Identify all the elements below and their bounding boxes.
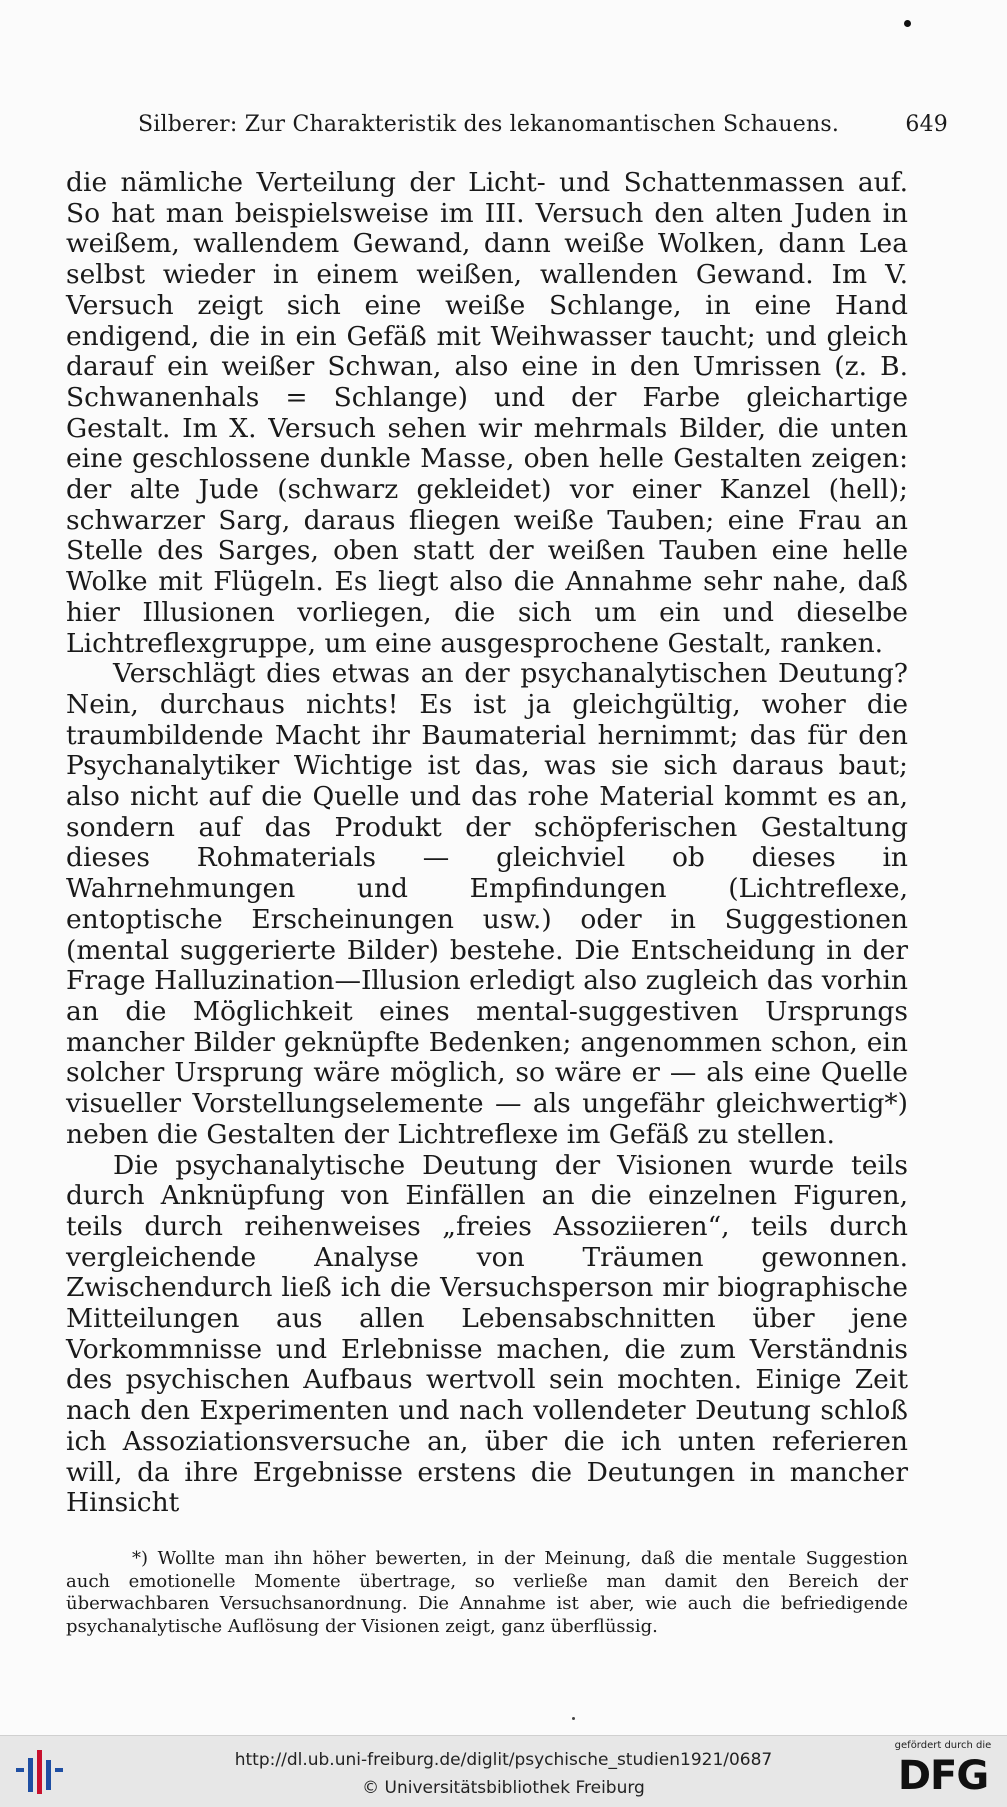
permalink[interactable]: http://dl.ub.uni-freiburg.de/diglit/psychische_studien1921/0687: [234, 1750, 773, 1770]
body-text: [66, 168, 908, 1519]
paragraph-2: Verschlägt dies etwas an der psychanalytischen Deutung? Nein, durchaus nichts! Es ist ja gleichgültig, woher die traumbildende Macht ihr Baumaterial hernimmt; das für den Psychanalytiker Wichtige ist das, was sie sich daraus baut; also nicht auf die Quelle und das rohe Material kommt es an, sondern auf das Produkt der schöpferischen Gestaltung dieses Rohmaterials — gleichviel ob dieses in Wahrnehmungen und Empfindungen (Lichtreflexe, entoptische Erscheinungen usw.) oder in Suggestionen (mental suggerierte Bilder) bestehe. Die Entscheidung in der Frage Halluzination—Illusion erledigt also zugleich das vorhin an die Möglichkeit eines mental-suggestiven Ursprungs mancher Bilder geknüpfte Bedenken; angenommen schon, ein solcher Ursprung wäre möglich, so wäre er — als eine Quelle visueller Vorstellungselemente — als ungefähr gleichwertig*) neben die Gestalten der Lichtreflexe im Gefäß zu stellen.: [66, 658, 908, 1150]
copyright-notice: © Universitätsbibliothek Freiburg: [362, 1778, 645, 1798]
running-title: Silberer: Zur Charakteristik des lekanomantischen Schauens.: [138, 112, 840, 137]
footnote: [66, 1548, 908, 1638]
running-head: [138, 112, 948, 137]
footnote-text: *) Wollte man ihn höher bewerten, in der Meinung, daß die mentale Suggestion auch emotionelle Momente übertrage, so verließe man damit den Bereich der überwachbaren Versuchsanordnung. Die Annahme ist aber, wie auch die befriedigende psychanalytische Auflösung der Visionen zeigt, ganz überflüssig.: [66, 1548, 908, 1637]
scan-speck-bottom: [572, 1717, 575, 1720]
dfg-logo-icon[interactable]: [885, 1740, 1001, 1804]
paragraph-1: die nämliche Verteilung der Licht- und Schattenmassen auf. So hat man beispielsweise im III. Versuch den alten Juden in weißem, wallendem Gewand, dann weiße Wolken, dann Lea selbst wieder in einem weißen, wallenden Gewand. Im V. Versuch zeigt sich eine weiße Schlange, in eine Hand endigend, die in ein Gefäß mit Weihwasser taucht; und gleich darauf ein weißer Schwan, also eine in den Umrissen (z. B. Schwanenhals = Schlange) und der Farbe gleichartige Gestalt. Im X. Versuch sehen wir mehrmals Bilder, die unten eine geschlossene dunkle Masse, oben helle Gestalten zeigen: der alte Jude (schwarz gekleidet) vor einer Kanzel (hell); schwarzer Sarg, daraus fliegen weiße Tauben; eine Frau an Stelle des Sarges, oben statt der weißen Tauben eine helle Wolke mit Flügeln. Es liegt also die Annahme sehr nahe, daß hier Illusionen vorliegen, die sich um ein und dieselbe Lichtreflexgruppe, um eine ausgesprochene Gestalt, ranken.: [66, 167, 908, 659]
paragraph-3: Die psychanalytische Deutung der Visionen wurde teils durch Anknüpfung von Einfällen an die einzelnen Figuren, teils durch reihenweises „freies Assoziieren“, teils durch vergleichende Analyse von Träumen gewonnen. Zwischendurch ließ ich die Versuchsperson mir biographische Mitteilungen aus allen Lebensabschnitten über jene Vorkommnisse und Erlebnisse machen, die zum Verständnis des psychischen Aufbaus wertvoll sein mochten. Einige Zeit nach den Experimenten und nach vollendeter Deutung schloß ich Assoziationsversuche an, über die ich unten referieren will, da ihre Ergebnisse erstens die Deutungen in mancher Hinsicht: [66, 1149, 908, 1519]
scan-speck: [904, 20, 911, 27]
viewer-footer: [0, 1735, 1007, 1807]
page-number: 649: [905, 112, 948, 137]
funding-caption: gefördert durch die: [894, 1740, 992, 1751]
funder-logo: DFG: [897, 1753, 989, 1799]
